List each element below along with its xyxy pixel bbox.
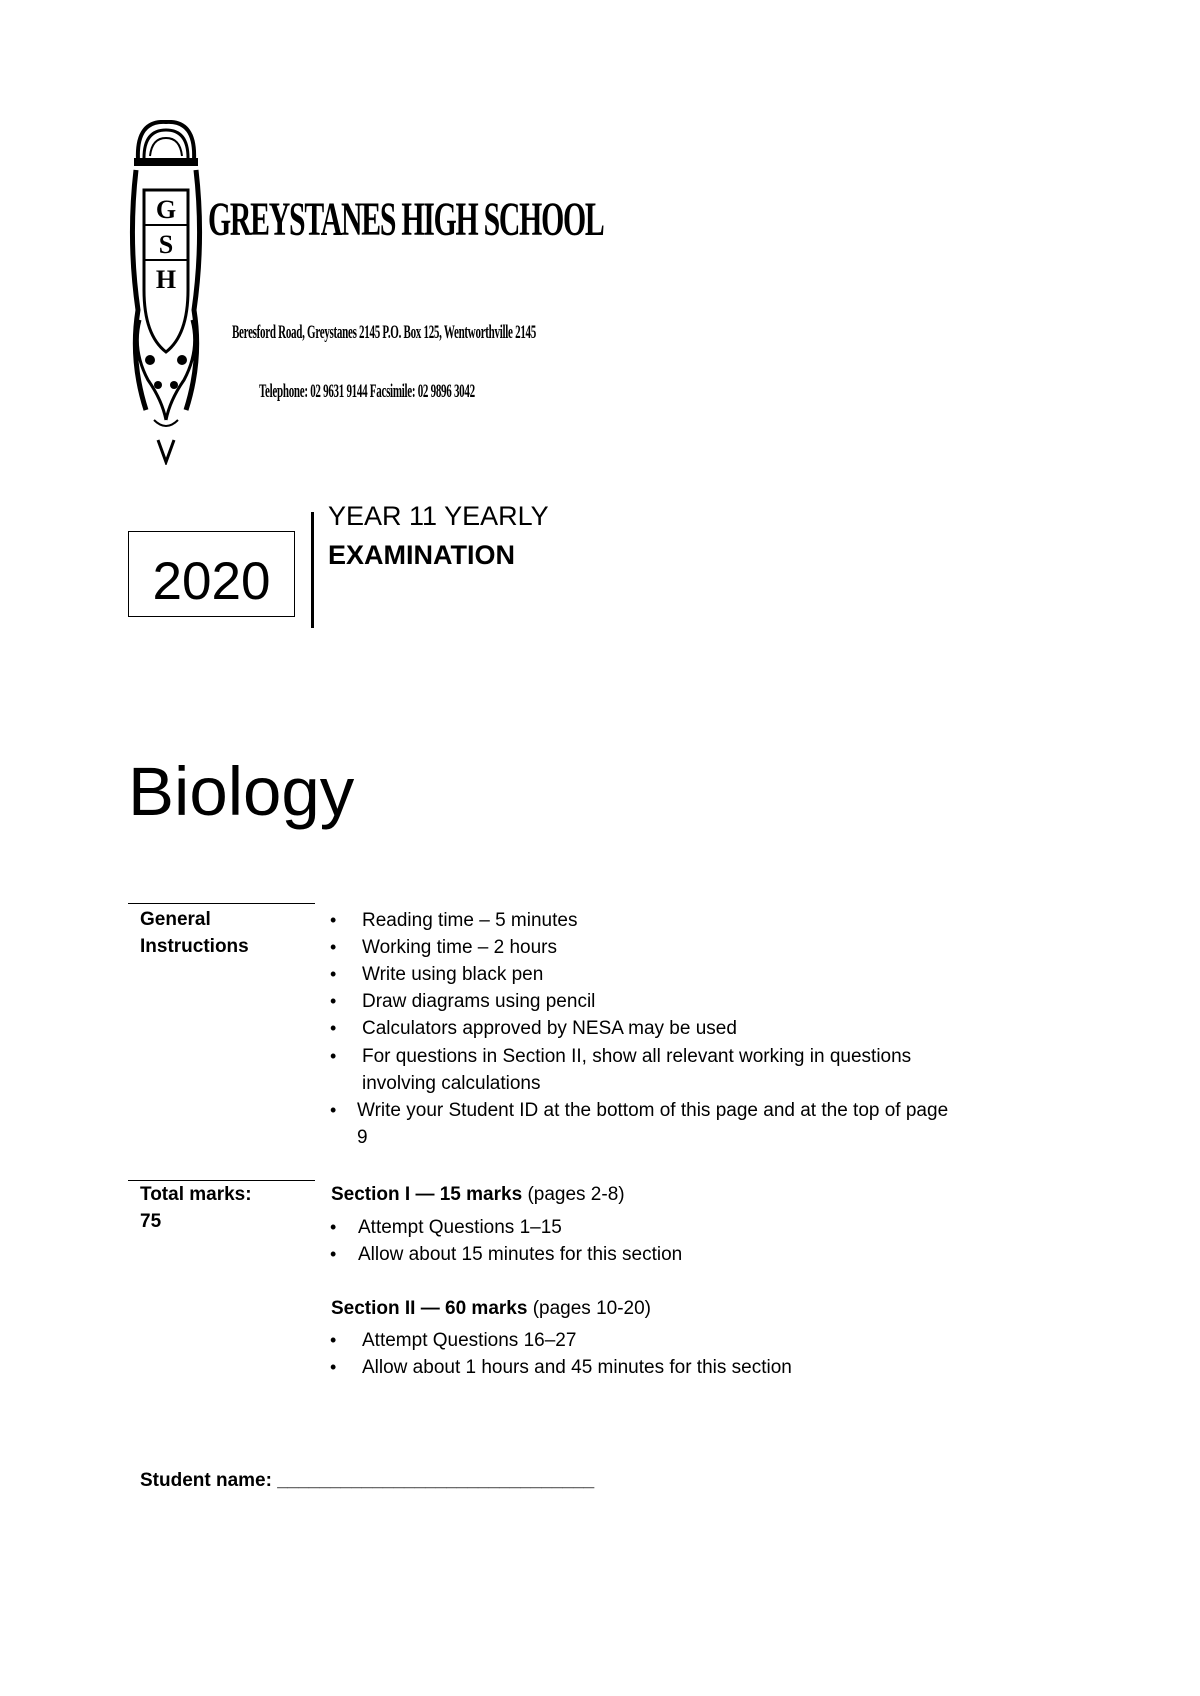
bullet-icon: • [330,910,337,930]
bullet-icon: • [330,1018,337,1038]
school-phone: Telephone: 02 9631 9144 Facsimile: 02 9896 3042 [259,381,475,402]
total-marks-label: Total marks: [140,1184,252,1205]
list-item: • Write your Student ID at the bottom of this page and at the top of page 9 [357,1097,957,1151]
exam-year-box: 2020 [128,531,295,617]
general-instructions-label: General Instructions [140,909,249,957]
general-instructions-list [330,907,962,1151]
bullet-icon: • [330,964,337,984]
crest-letter-g: G [155,195,177,224]
school-name: GREYSTANES HIGH SCHOOL [208,193,604,246]
list-item: • Attempt Questions 1–15 [358,1214,918,1241]
section-2-list [330,1327,922,1381]
list-item: • Allow about 1 hours and 45 minutes for this section [362,1354,922,1381]
list-item: • Draw diagrams using pencil [362,988,962,1015]
bullet-icon: • [330,1046,337,1066]
exam-title-line2: EXAMINATION [328,540,515,570]
school-address: Beresford Road, Greystanes 2145 P.O. Box 125, Wentworthville 2145 [232,322,536,343]
student-name-blank[interactable]: ______________________________ [277,1470,595,1491]
crest-letter-s: S [158,230,174,259]
list-item: • Working time – 2 hours [362,934,962,961]
bullet-icon: • [330,1244,337,1264]
list-item: • Reading time – 5 minutes [362,907,962,934]
list-item: • Calculators approved by NESA may be used [362,1015,962,1042]
section-2-heading: Section II — 60 marks (pages 10-20) [331,1298,651,1319]
school-crest-icon [128,120,204,465]
list-item: • Write using black pen [362,961,962,988]
exam-title-line1: YEAR 11 YEARLY [328,501,549,531]
list-item: • Allow about 15 minutes for this section [358,1241,918,1268]
list-item: • For questions in Section II, show all relevant working in questions involving calculations [362,1043,962,1097]
bullet-icon: • [330,1357,337,1377]
section-1-heading: Section I — 15 marks (pages 2-8) [331,1184,625,1205]
crest-letter-h: H [155,265,177,294]
list-item: • Attempt Questions 16–27 [362,1327,922,1354]
bullet-icon: • [330,1217,337,1237]
total-marks-value: 75 [140,1211,162,1232]
subject-title: Biology [128,753,355,830]
bullet-icon: • [330,991,337,1011]
title-divider [311,512,314,628]
student-name-field[interactable]: Student name: ______________________________ [140,1470,595,1491]
section-1-list [330,1214,918,1268]
bullet-icon: • [330,937,337,957]
bullet-icon: • [330,1330,337,1350]
general-instructions-rule [128,903,315,904]
bullet-icon: • [330,1100,337,1120]
